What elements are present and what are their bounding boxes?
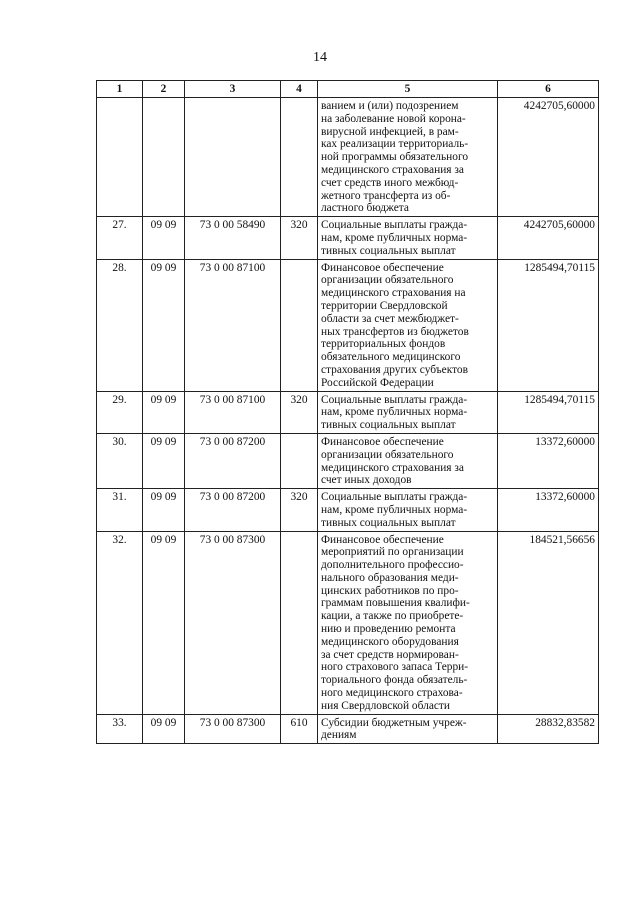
target-item-cell: 73 0 00 87100: [185, 391, 281, 433]
section-code-cell: 09 09: [143, 433, 185, 488]
header-cell: 6: [498, 81, 599, 98]
table-row: [97, 714, 599, 744]
row-number-cell: 28.: [97, 259, 143, 391]
description-cell: [318, 531, 498, 714]
table-row: [97, 98, 599, 217]
description-line: области за счет межбюджет-: [321, 312, 459, 325]
expense-type-cell: [281, 433, 318, 488]
table-row: [97, 259, 599, 391]
section-code-cell: 09 09: [143, 217, 185, 259]
description-line: нам, кроме публичных норма-: [321, 231, 468, 244]
table-row: [97, 489, 599, 531]
row-number-cell: 30.: [97, 433, 143, 488]
description-line: тивных социальных выплат: [321, 516, 456, 529]
amount-cell: 1285494,70115: [498, 259, 599, 391]
description-line: за счет средств нормирован-: [321, 648, 459, 661]
description-line: Социальные выплаты гражда-: [321, 491, 468, 504]
target-item-cell: 73 0 00 87200: [185, 489, 281, 531]
amount-cell: 1285494,70115: [498, 391, 599, 433]
target-item-cell: 73 0 00 87300: [185, 531, 281, 714]
table-row: [97, 391, 599, 433]
header-cell: 1: [97, 81, 143, 98]
header-row: [97, 81, 599, 98]
description-line: тивных социальных выплат: [321, 244, 456, 257]
description-line: ванием и (или) подозрением: [321, 100, 459, 112]
description-line: нам, кроме публичных норма-: [321, 406, 468, 419]
expense-type-cell: 320: [281, 217, 318, 259]
description-line: на заболевание новой корона-: [321, 112, 466, 125]
target-item-cell: 73 0 00 87300: [185, 714, 281, 744]
description-line: ных трансфертов из бюджетов: [321, 325, 469, 338]
description-line: Социальные выплаты гражда-: [321, 219, 468, 232]
description-line: ластного бюджета: [321, 202, 409, 215]
description-line: Финансовое обеспечение: [321, 435, 444, 448]
description-cell: [318, 391, 498, 433]
description-line: счет иных доходов: [321, 474, 412, 487]
page-number: 14: [313, 50, 327, 65]
description-line: страхования других субъектов: [321, 363, 468, 376]
description-line: Финансовое обеспечение: [321, 261, 444, 274]
expense-type-cell: [281, 259, 318, 391]
header-cell: 3: [185, 81, 281, 98]
description-line: медицинского страхования за: [321, 163, 464, 176]
description-line: нам, кроме публичных норма-: [321, 503, 468, 516]
description-cell: [318, 489, 498, 531]
target-item-cell: 73 0 00 87200: [185, 433, 281, 488]
section-code-cell: [143, 98, 185, 217]
expense-type-cell: [281, 531, 318, 714]
description-line: ной программы обязательного: [321, 151, 469, 164]
row-number-cell: 33.: [97, 714, 143, 744]
description-line: Субсидии бюджетным учреж-: [321, 716, 467, 729]
description-cell: [318, 714, 498, 744]
description-line: кации, а также по приобрете-: [321, 610, 464, 623]
expense-type-cell: 610: [281, 714, 318, 744]
description-line: территориальных фондов: [321, 338, 446, 351]
description-line: ториального фонда обязатель-: [321, 674, 468, 687]
description-line: тивных социальных выплат: [321, 419, 456, 432]
description-line: Социальные выплаты гражда-: [321, 393, 468, 406]
description-line: организации обязательного: [321, 448, 454, 461]
row-number-cell: [97, 98, 143, 217]
section-code-cell: 09 09: [143, 489, 185, 531]
expense-type-cell: 320: [281, 391, 318, 433]
budget-table: [96, 80, 599, 744]
section-code-cell: 09 09: [143, 259, 185, 391]
description-line: ного страхового запаса Терри-: [321, 661, 469, 674]
description-line: нального образования меди-: [321, 571, 459, 584]
description-line: ках реализации территориаль-: [321, 138, 469, 151]
amount-cell: 13372,60000: [498, 489, 599, 531]
table-body: [97, 98, 599, 744]
description-cell: [318, 98, 498, 217]
description-cell: [318, 433, 498, 488]
description-line: Финансовое обеспечение: [321, 533, 444, 546]
description-line: медицинского страхования на: [321, 287, 466, 300]
description-line: дениям: [321, 729, 357, 742]
header-cell: 2: [143, 81, 185, 98]
description-line: дополнительного профессио-: [321, 559, 464, 572]
expense-type-cell: [281, 98, 318, 217]
description-line: счет средств иного межбюд-: [321, 176, 459, 189]
description-line: медицинского оборудования: [321, 635, 459, 648]
row-number-cell: 29.: [97, 391, 143, 433]
amount-cell: 28832,83582: [498, 714, 599, 744]
section-code-cell: 09 09: [143, 714, 185, 744]
section-code-cell: 09 09: [143, 391, 185, 433]
table-row: [97, 217, 599, 259]
description-line: территории Свердловской: [321, 299, 448, 312]
description-line: жетного трансферта из об-: [321, 189, 451, 202]
target-item-cell: 73 0 00 58490: [185, 217, 281, 259]
description-cell: [318, 217, 498, 259]
description-line: ного медицинского страхова-: [321, 687, 463, 700]
description-line: организации обязательного: [321, 274, 454, 287]
row-number-cell: 27.: [97, 217, 143, 259]
target-item-cell: [185, 98, 281, 217]
description-cell: [318, 259, 498, 391]
amount-cell: 4242705,60000: [498, 98, 599, 217]
table-row: [97, 531, 599, 714]
row-number-cell: 32.: [97, 531, 143, 714]
amount-cell: 13372,60000: [498, 433, 599, 488]
target-item-cell: 73 0 00 87100: [185, 259, 281, 391]
row-number-cell: 31.: [97, 489, 143, 531]
description-line: Российской Федерации: [321, 376, 434, 389]
description-line: медицинского страхования за: [321, 461, 464, 474]
description-line: нию и проведению ремонта: [321, 623, 456, 636]
expense-type-cell: 320: [281, 489, 318, 531]
description-line: ния Свердловской области: [321, 699, 451, 712]
description-line: граммам повышения квалифи-: [321, 597, 470, 610]
description-line: мероприятий по организации: [321, 546, 464, 559]
section-code-cell: 09 09: [143, 531, 185, 714]
header-cell: 5: [318, 81, 498, 98]
description-line: обязательного медицинского: [321, 351, 461, 364]
header-cell: 4: [281, 81, 318, 98]
amount-cell: 4242705,60000: [498, 217, 599, 259]
amount-cell: 184521,56656: [498, 531, 599, 714]
table-row: [97, 433, 599, 488]
description-line: вирусной инфекцией, в рам-: [321, 125, 459, 138]
description-line: цинских работников по про-: [321, 584, 459, 597]
